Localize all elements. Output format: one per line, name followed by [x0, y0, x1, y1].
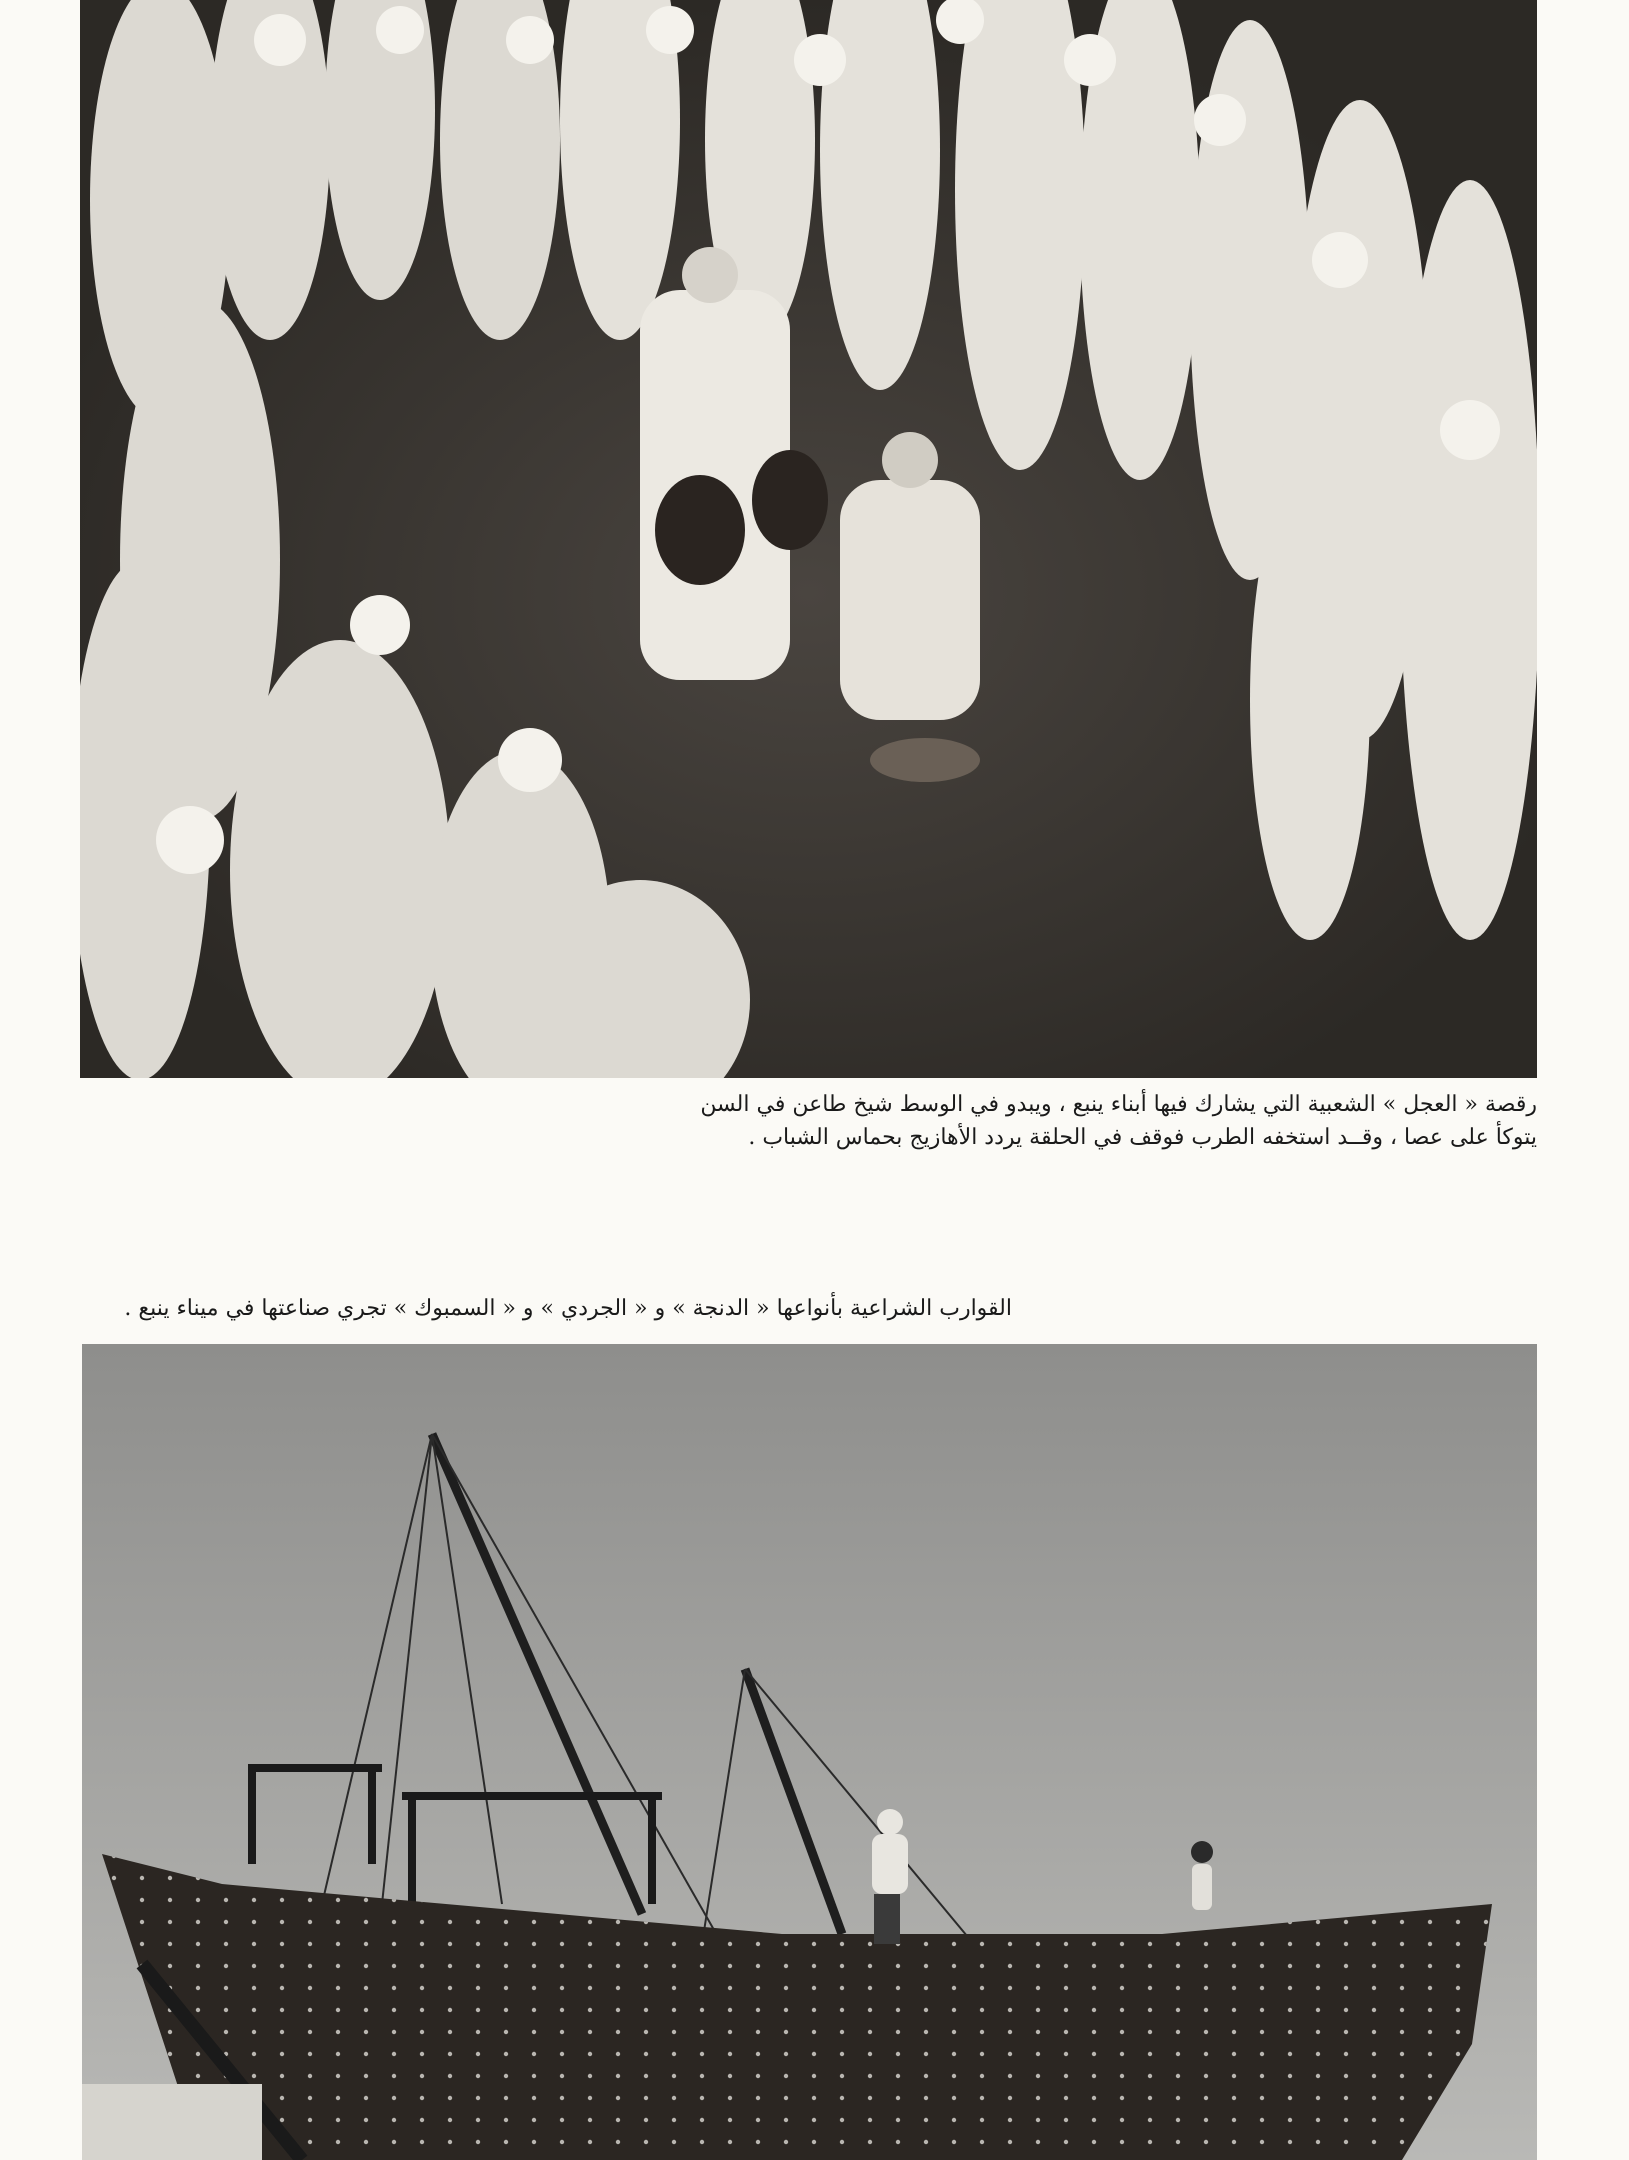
- boat-photo-image: [82, 1344, 1537, 2160]
- caption-line: القوارب الشراعية بأنواعها « الدنجة » و « الجردي » و « السمبوك » تجري صناعتها في ميناء ينبع .: [124, 1296, 1012, 1321]
- caption-line: رقصة « العجل » الشعبية التي يشارك فيها أبناء ينبع ، ويبدو في الوسط شيخ طاعن في السن: [700, 1092, 1537, 1117]
- boat-photo-caption: [82, 1292, 1012, 1325]
- boat-photo: [82, 1344, 1537, 2160]
- caption-line: يتوكأ على عصا ، وقــد استخفه الطرب فوقف في الحلقة يردد الأهازيج بحماس الشباب .: [748, 1125, 1537, 1150]
- dance-photo-image: [80, 0, 1537, 1078]
- dance-photo: [80, 0, 1537, 1078]
- dance-photo-caption: [690, 1088, 1537, 1154]
